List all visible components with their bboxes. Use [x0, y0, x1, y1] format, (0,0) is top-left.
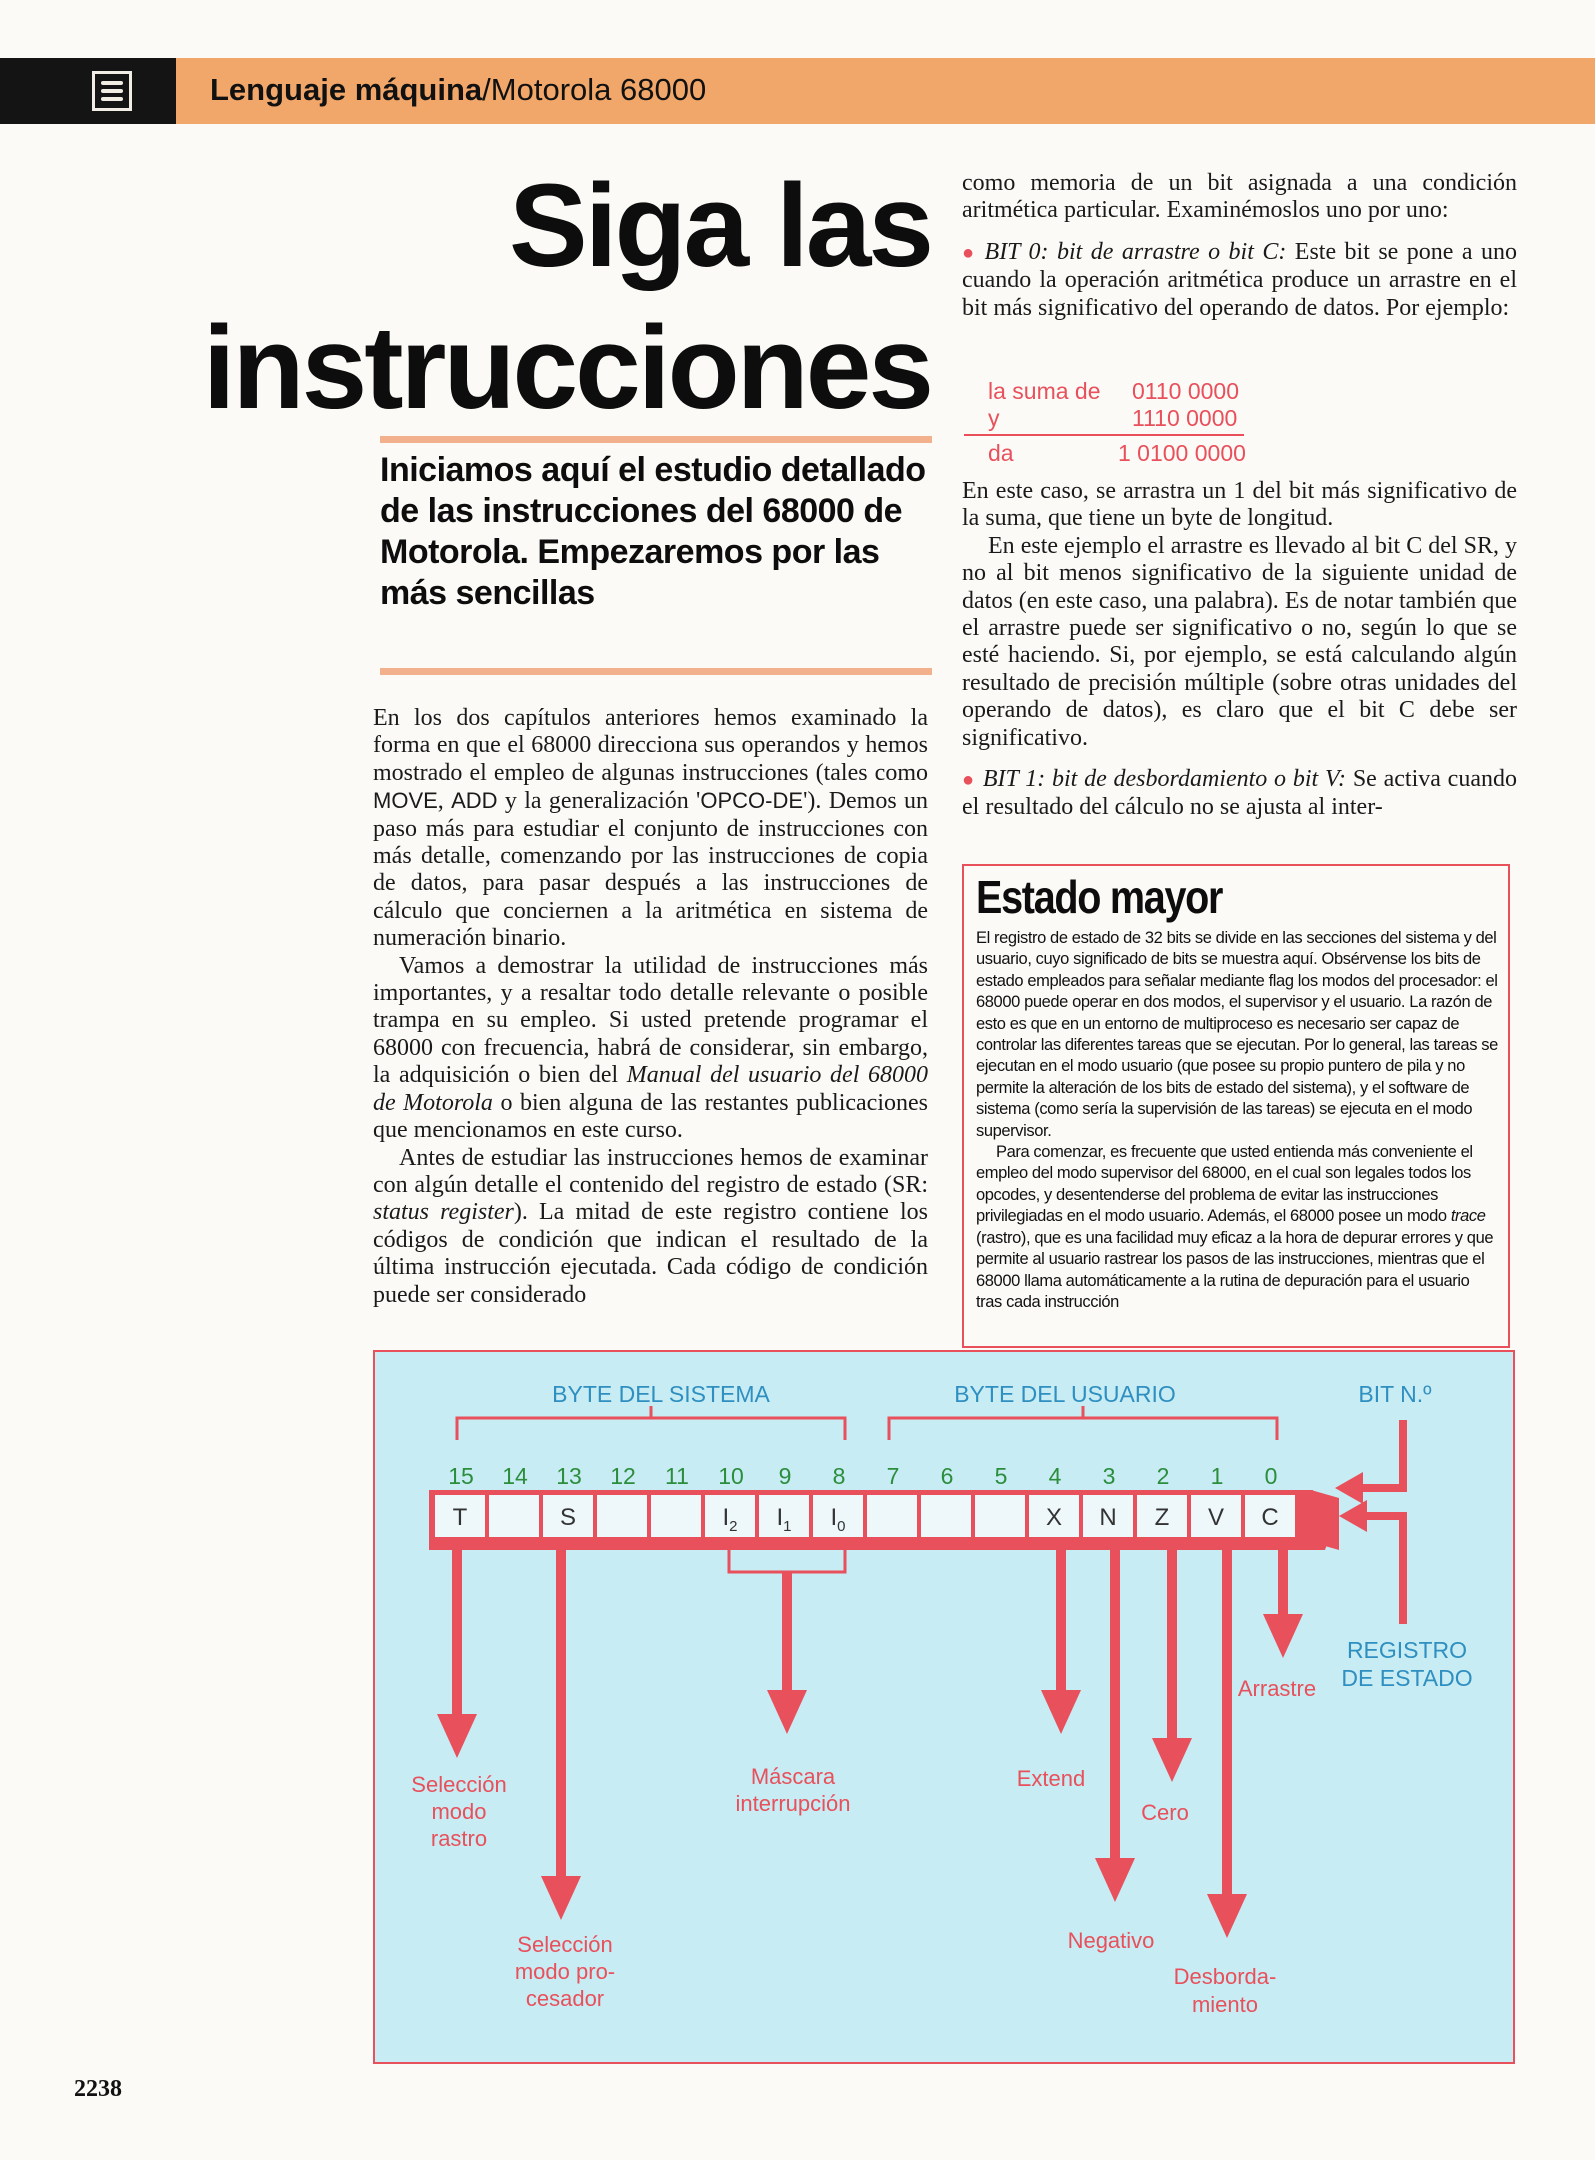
paragraph-intro: En los dos capítulos anteriores hemos examinado la forma en que el 68000 direcciona sus operandos y hemos mostrado el empleo de algunas instrucciones (tales como MOVE, ADD y la generalización 'OPCO-DE'). Demos un paso más para estudiar el conjunto de instrucciones con más detalle, comenzando por las instrucciones de copia de datos, para pasar después a las instrucciones de cálculo que conciernen a la aritmética en sistema de numeración binario. [373, 705, 928, 952]
zero-label: Cero [1141, 1800, 1189, 1825]
paragraph-status-register: Antes de estudiar las instrucciones hemos de examinar con algún detalle el contenido del registro de estado (SR: status register). La mitad de este registro contiene los códigos de condición que indican el resultado de la última instrucción ejecutada. Cada código de condición puede ser considerado [373, 1144, 928, 1308]
register-bit-10: $I_2$ [722, 1504, 738, 1535]
paragraph-utility: Vamos a demostrar la utilidad de instrucciones más importantes, y a resaltar todo detalle relevante o posible trampa en su empleo. Si usted pretende programar el 68000 con frecuencia, habrá de considerar, sin embargo, la adquisición o bien del Manual del usuario del 68000 de Motorola o bien alguna de las restantes publicaciones que mencionamos en este curso. [373, 952, 928, 1144]
paragraph-bit0: ● BIT 0: bit de arrastre o bit C: Este bit se pone a uno cuando la operación aritmética produce un arrastre en el bit más significativo del operando de datos. Por ejemplo: [962, 238, 1517, 321]
paragraph-condition-codes: como memoria de un bit asignada a una condición aritmética particular. Examinémoslos uno por uno: [962, 170, 1517, 224]
bit-number-11: 11 [665, 1463, 689, 1489]
standfirst-rule-top [380, 436, 932, 443]
bit-number-1: 1 [1210, 1463, 1224, 1489]
carry-arrow-head [1263, 1614, 1303, 1658]
extend-arrow-shaft [1056, 1548, 1066, 1696]
byte-brackets [457, 1406, 1277, 1440]
supervisor-label-3: cesador [525, 1986, 605, 2011]
page-number: 2238 [74, 2076, 122, 2102]
article-title-line2: instrucciones [202, 302, 931, 434]
machine-code-icon [92, 71, 132, 111]
register-bit-2: Z [1154, 1504, 1170, 1531]
trace-label-2: modo [431, 1799, 487, 1824]
status-register-diagram [373, 1350, 1515, 2064]
user-byte-label: BYTE DEL USUARIO [954, 1381, 1176, 1407]
supervisor-label-1: Selección [517, 1932, 613, 1957]
bit-number-15: 15 [448, 1463, 474, 1489]
bit-number-4: 4 [1048, 1463, 1062, 1489]
register-bit-3: N [1099, 1504, 1117, 1531]
mask-label-1: Máscara [750, 1764, 836, 1789]
zero-arrow-head [1152, 1738, 1192, 1782]
body-column-left [373, 705, 928, 1309]
negative-arrow-shaft [1110, 1548, 1120, 1864]
paragraph-bit1: ● BIT 1: bit de desbordamiento o bit V: Se activa cuando el resultado del cálculo no se ajusta al inter- [962, 766, 1517, 821]
register-bit-4: X [1045, 1504, 1063, 1531]
trace-arrow-shaft [452, 1548, 462, 1720]
negative-label: Negativo [1067, 1928, 1155, 1953]
overflow-arrow-head [1207, 1894, 1247, 1938]
bit-number-5: 5 [994, 1463, 1008, 1489]
bit-number-12: 12 [610, 1463, 636, 1489]
mask-label-2: interrupción [735, 1791, 851, 1816]
overflow-label-2: miento [1191, 1992, 1259, 2017]
bit-number-0: 0 [1264, 1463, 1278, 1489]
extend-label: Extend [1016, 1766, 1086, 1791]
sum-value-1: 0110 0000 [1132, 378, 1240, 404]
register-bit-1: V [1207, 1504, 1225, 1531]
register-cell-12 [597, 1495, 647, 1537]
bit-number-6: 6 [940, 1463, 954, 1489]
negative-arrow-head [1095, 1858, 1135, 1902]
register-cell-14 [489, 1495, 539, 1537]
supervisor-label-2: modo pro- [514, 1959, 616, 1984]
register-label-2: DE ESTADO [1341, 1665, 1473, 1691]
register-bit-0: C [1261, 1504, 1279, 1531]
bullet-icon: ● [962, 769, 975, 792]
overflow-arrow-shaft [1222, 1548, 1232, 1900]
callout-labels [411, 1676, 1316, 2017]
sum-value-2: 1110 0000 [1132, 405, 1238, 431]
status-register-svg [375, 1352, 1513, 2062]
extend-arrow-head [1041, 1690, 1081, 1734]
register-cell-7 [867, 1495, 917, 1537]
paragraph-carry-case: En este caso, se arrastra un 1 del bit más significativo de la suma, que tiene un byte de longitud. [962, 478, 1517, 532]
bit-number-2: 2 [1156, 1463, 1170, 1489]
sidebar-title: Estado mayor [976, 871, 1223, 923]
body-column-right-top [962, 170, 1517, 322]
standfirst-rule-bottom [380, 668, 932, 675]
keyword-move: MOVE [373, 788, 438, 814]
sidebar-box [962, 864, 1510, 1348]
mask-arrow-head [767, 1690, 807, 1734]
callout-arrows [437, 1548, 1303, 1938]
bit-number-14: 14 [502, 1463, 528, 1489]
bit-number-label: BIT N.º [1358, 1381, 1432, 1407]
system-byte-label: BYTE DEL SISTEMA [552, 1381, 770, 1407]
register-bit-13: S [559, 1504, 577, 1531]
running-header [0, 58, 1595, 124]
bit-number-13: 13 [556, 1463, 582, 1489]
register-label-1: REGISTRO [1346, 1637, 1468, 1663]
bullet-icon: ● [962, 241, 977, 264]
bit-number-arrow [1335, 1420, 1403, 1504]
supervisor-arrow-head [541, 1876, 581, 1920]
carry-label: Arrastre [1237, 1676, 1317, 1701]
register-cell-6 [921, 1495, 971, 1537]
register-bit-15: T [452, 1504, 468, 1531]
bit-numbers [448, 1463, 1277, 1489]
keyword-opcode: OPCO-DE [700, 788, 804, 814]
bit-number-8: 8 [832, 1463, 846, 1489]
sum-rule [964, 434, 1244, 436]
standfirst: Iniciamos aquí el estudio detallado de las instrucciones del 68000 de Motorola. Empezaremos por las más sencillas [380, 451, 926, 612]
system-byte-bracket [457, 1418, 845, 1440]
paragraph-carry-detail: En este ejemplo el arrastre es llevado al bit C del SR, y no al bit menos significativo de la siguiente unidad de datos (en este caso, una palabra). Es de notar también que el arrastre puede ser significativo o no, según lo que se esté haciendo. Si, por ejemplo, se está calculando algún resultado de precisión múltiple (sobre otras unidades del operando de datos), es claro que el bit C debe ser significativo. [962, 532, 1517, 751]
bit-number-3: 3 [1102, 1463, 1116, 1489]
mask-arrow-shaft [782, 1572, 792, 1696]
zero-arrow-shaft [1167, 1548, 1177, 1744]
sum-value-3: 1 0100 0000 [1118, 440, 1246, 466]
trace-arrow-head [437, 1714, 477, 1758]
trace-label-3: rastro [430, 1826, 488, 1851]
article-title-line1: Siga las [508, 160, 931, 292]
sum-label-2: y [988, 405, 1000, 431]
sum-label-3: da [988, 440, 1014, 466]
mask-bracket [729, 1548, 845, 1572]
keyword-add: ADD [451, 788, 498, 814]
register-side [1311, 1490, 1339, 1550]
register-cell-5 [975, 1495, 1025, 1537]
header-icon-box [0, 58, 176, 124]
bit-number-7: 7 [886, 1463, 900, 1489]
user-byte-bracket [889, 1418, 1277, 1440]
carry-arrow-shaft [1278, 1548, 1288, 1620]
body-column-right-middle [962, 478, 1517, 822]
sidebar-paragraph-1: El registro de estado de 32 bits se divide en las secciones del sistema y del usuario, cuyo significado de bits se muestra aquí. Obsérvense los bits de estado empleados para señalar mediante flag los modos del procesador: el 68000 puede operar en dos modos, el supervisor y el usuario. La razón de esto es que en un entorno de multiproceso es necesario ser capaz de controlar las diferentes tareas que se ejecutan. Por lo general, las tareas se ejecutan en el modo usuario (que posee su propio puntero de pila y no permite la alteración de los bits de estado del sistema), y el software de sistema (como sería la supervisión de las tareas) se ejecuta en el modo supervisor. [976, 929, 1498, 1140]
sidebar-text [976, 928, 1498, 1313]
sidebar-paragraph-2: Para comenzar, es frecuente que usted entienda más conveniente el empleo del modo supervisor del 68000, en el cual son legales todos los opcodes, y desentenderse del problema de evitar las instrucciones privilegiadas en el modo usuario. Además, el 68000 posee un modo trace (rastro), que es una facilidad muy eficaz a la hora de depurar errores y que permite al usuario rastrear los pasos de las instrucciones, mientras que el 68000 llama automáticamente a la rutina de depuración para el usuario tras cada instrucción [976, 1143, 1494, 1311]
bit-number-10: 10 [718, 1463, 744, 1489]
supervisor-arrow-shaft [556, 1548, 566, 1882]
register-arrow [1339, 1500, 1403, 1624]
bit-number-9: 9 [778, 1463, 792, 1489]
register-cell-11 [651, 1495, 701, 1537]
trace-label-1: Selección [411, 1772, 507, 1797]
register-bit-9: $I_1$ [776, 1504, 792, 1535]
section-title: Lenguaje máquina/Motorola 68000 [210, 72, 707, 107]
sum-label-1: la suma de [988, 378, 1101, 404]
overflow-label-1: Desborda- [1173, 1964, 1277, 1989]
register-bit-8: $I_0$ [830, 1504, 846, 1535]
